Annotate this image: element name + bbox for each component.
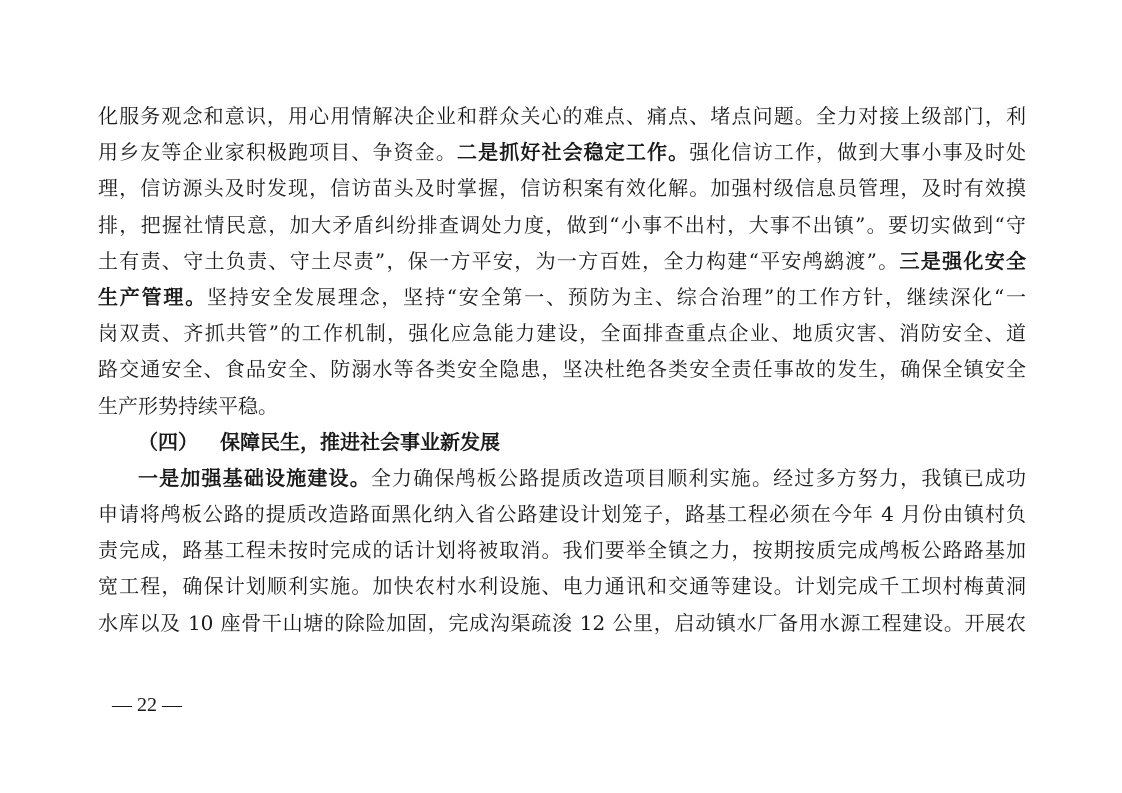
text-run: 坚持安全发展理念，坚持“安全第一、预防为主、综合治理”的工作方针，继续深化“一 [207, 284, 1026, 309]
text-run: 强化信访工作，做到大事小事及时处 [689, 140, 1027, 165]
text-run: 排，把握社情民意，加大矛盾纠纷排查调处力度，做到“小事不出村，大事不出镇”。要切实做到“守 [98, 212, 1026, 237]
paragraph-line [98, 315, 1026, 351]
paragraph-line [98, 170, 1026, 206]
bold-lead: 一是加强基础设施建设。 [138, 465, 371, 490]
body-text [98, 98, 1026, 641]
section-number: （四） [138, 429, 198, 454]
text-run: 申请将鸬板公路的提质改造路面黑化纳入省公路建设计划笼子，路基工程必须在今年 4 月份由镇村负 [98, 502, 1026, 527]
paragraph-line [98, 243, 1026, 279]
section-title: 保障民生，推进社会事业新发展 [220, 429, 500, 454]
bold-lead: 三是强化安全 [899, 248, 1026, 273]
page-number: — 22 — [112, 694, 182, 716]
text-run: 生产形势持续平稳。 [98, 393, 278, 418]
text-run: 岗双责、齐抓共管”的工作机制，强化应急能力建设，全面排查重点企业、地质灾害、消防安全、道 [98, 321, 1026, 346]
paragraph-line [98, 388, 1026, 424]
paragraph-line [98, 532, 1026, 568]
text-run: 责完成，路基工程未按时完成的话计划将被取消。我们要举全镇之力，按期按质完成鸬板公路路基加 [98, 538, 1026, 563]
paragraph-line [98, 98, 1026, 134]
bold-lead: 二是抓好社会稳定工作。 [456, 140, 690, 165]
text-run: 水库以及 10 座骨干山塘的除险加固，完成沟渠疏浚 12 公里，启动镇水厂备用水源工程建设。开展农 [98, 610, 1026, 635]
text-run: 宽工程，确保计划顺利实施。加快农村水利设施、电力通讯和交通等建设。计划完成千工坝村梅黄洞 [98, 574, 1026, 599]
paragraph-line [98, 460, 1026, 496]
paragraph-line [98, 279, 1026, 315]
paragraph-line [98, 134, 1026, 170]
text-run: 全力确保鸬板公路提质改造项目顺利实施。经过多方努力，我镇已成功 [370, 465, 1027, 490]
bold-lead: 生产管理。 [98, 284, 207, 309]
section-heading [98, 424, 1026, 460]
paragraph-line [98, 207, 1026, 243]
text-run: 用乡友等企业家积极跑项目、争资金。 [98, 140, 457, 165]
text-run: 土有责、守土负责、守土尽责”，保一方平安，为一方百姓，全力构建“平安鸬鹚渡”。 [98, 248, 900, 273]
paragraph-line [98, 605, 1026, 641]
text-run: 化服务观念和意识，用心用情解决企业和群众关心的难点、痛点、堵点问题。全力对接上级部门，利 [98, 104, 1026, 128]
paragraph-line [98, 568, 1026, 604]
text-run: 理，信访源头及时发现，信访苗头及时掌握，信访积案有效化解。加强村级信息员管理，及时有效摸 [98, 176, 1026, 201]
paragraph-line [98, 496, 1026, 532]
text-run: 路交通安全、食品安全、防溺水等各类安全隐患，坚决杜绝各类安全责任事故的发生，确保全镇安全 [98, 357, 1026, 382]
paragraph-line [98, 351, 1026, 387]
